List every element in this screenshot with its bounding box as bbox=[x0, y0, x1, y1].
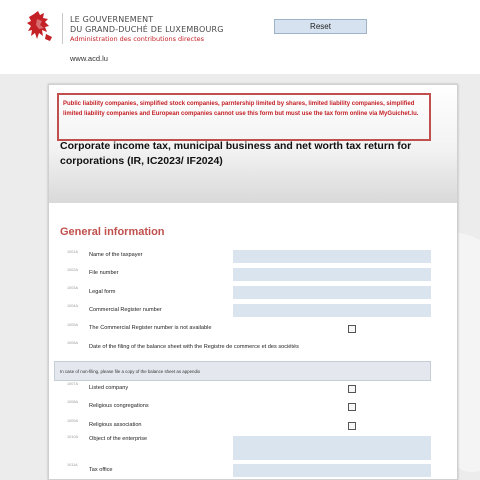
tax-office-field[interactable] bbox=[233, 464, 431, 477]
form-title: Corporate income tax, municipal business and net worth tax return for corporations (IR, IC2023/ IF2024) bbox=[60, 140, 412, 167]
government-name-line1: LE GOUVERNEMENT bbox=[70, 15, 154, 24]
label-religious-association: Religious association bbox=[89, 422, 142, 428]
field-code: 1007A bbox=[67, 382, 78, 386]
field-code: 1008A bbox=[67, 400, 78, 404]
label-legal-form: Legal form bbox=[89, 289, 116, 295]
field-code: 1002A bbox=[67, 268, 78, 272]
religious-congregations-checkbox[interactable] bbox=[348, 403, 356, 411]
taxpayer-name-field[interactable] bbox=[233, 250, 431, 263]
field-code: 1009A bbox=[67, 419, 78, 423]
label-balance-sheet-filing-date: Date of the filing of the balance sheet with the Registre de commerce et des sociétés bbox=[89, 344, 299, 350]
label-tax-office: Tax office bbox=[89, 467, 113, 473]
myguichet-warning: Public liability companies, simplified stock companies, parntership limited by shares, limited liability companies, simplified limited liability companies and European companies cannot use this form but must use the tax form online via MyGuichet.lu. bbox=[57, 93, 431, 141]
section-general-information: General information bbox=[60, 226, 165, 238]
government-name-line2: DU GRAND-DUCHÉ DE LUXEMBOURG bbox=[70, 25, 224, 34]
label-religious-congregations: Religious congregations bbox=[89, 403, 149, 409]
listed-company-checkbox[interactable] bbox=[348, 385, 356, 393]
field-code: 1006A bbox=[67, 341, 78, 345]
field-code: 1003A bbox=[67, 286, 78, 290]
religious-association-checkbox[interactable] bbox=[348, 422, 356, 430]
commercial-register-number-field[interactable] bbox=[233, 304, 431, 317]
object-of-enterprise-field[interactable] bbox=[233, 436, 431, 460]
label-taxpayer-name: Name of the taxpayer bbox=[89, 252, 143, 258]
administration-name: Administration des contributions directes bbox=[70, 35, 205, 43]
field-code: 1001A bbox=[67, 250, 78, 254]
file-number-field[interactable] bbox=[233, 268, 431, 281]
non-filing-note: In case of non-filing, please file a copy of the balance sheet as appendix bbox=[54, 361, 431, 381]
field-code: 1004A bbox=[67, 304, 78, 308]
tax-form-document bbox=[48, 84, 458, 480]
field-code: 1010A bbox=[67, 435, 78, 439]
legal-form-field[interactable] bbox=[233, 286, 431, 299]
label-object-of-enterprise: Object of the enterprise bbox=[89, 436, 148, 442]
label-listed-company: Listed company bbox=[89, 385, 129, 391]
reset-button[interactable]: Reset bbox=[274, 19, 367, 34]
field-code: 1011A bbox=[67, 463, 78, 467]
label-file-number: File number bbox=[89, 270, 119, 276]
label-commercial-register-number: Commercial Register number bbox=[89, 307, 162, 313]
website-link[interactable]: www.acd.lu bbox=[70, 54, 108, 63]
field-code: 1005A bbox=[67, 323, 78, 327]
register-not-available-checkbox[interactable] bbox=[348, 325, 356, 333]
luxembourg-lion-icon bbox=[26, 10, 56, 44]
label-register-not-available: The Commercial Register number is not available bbox=[89, 325, 212, 331]
header-divider bbox=[62, 13, 63, 44]
